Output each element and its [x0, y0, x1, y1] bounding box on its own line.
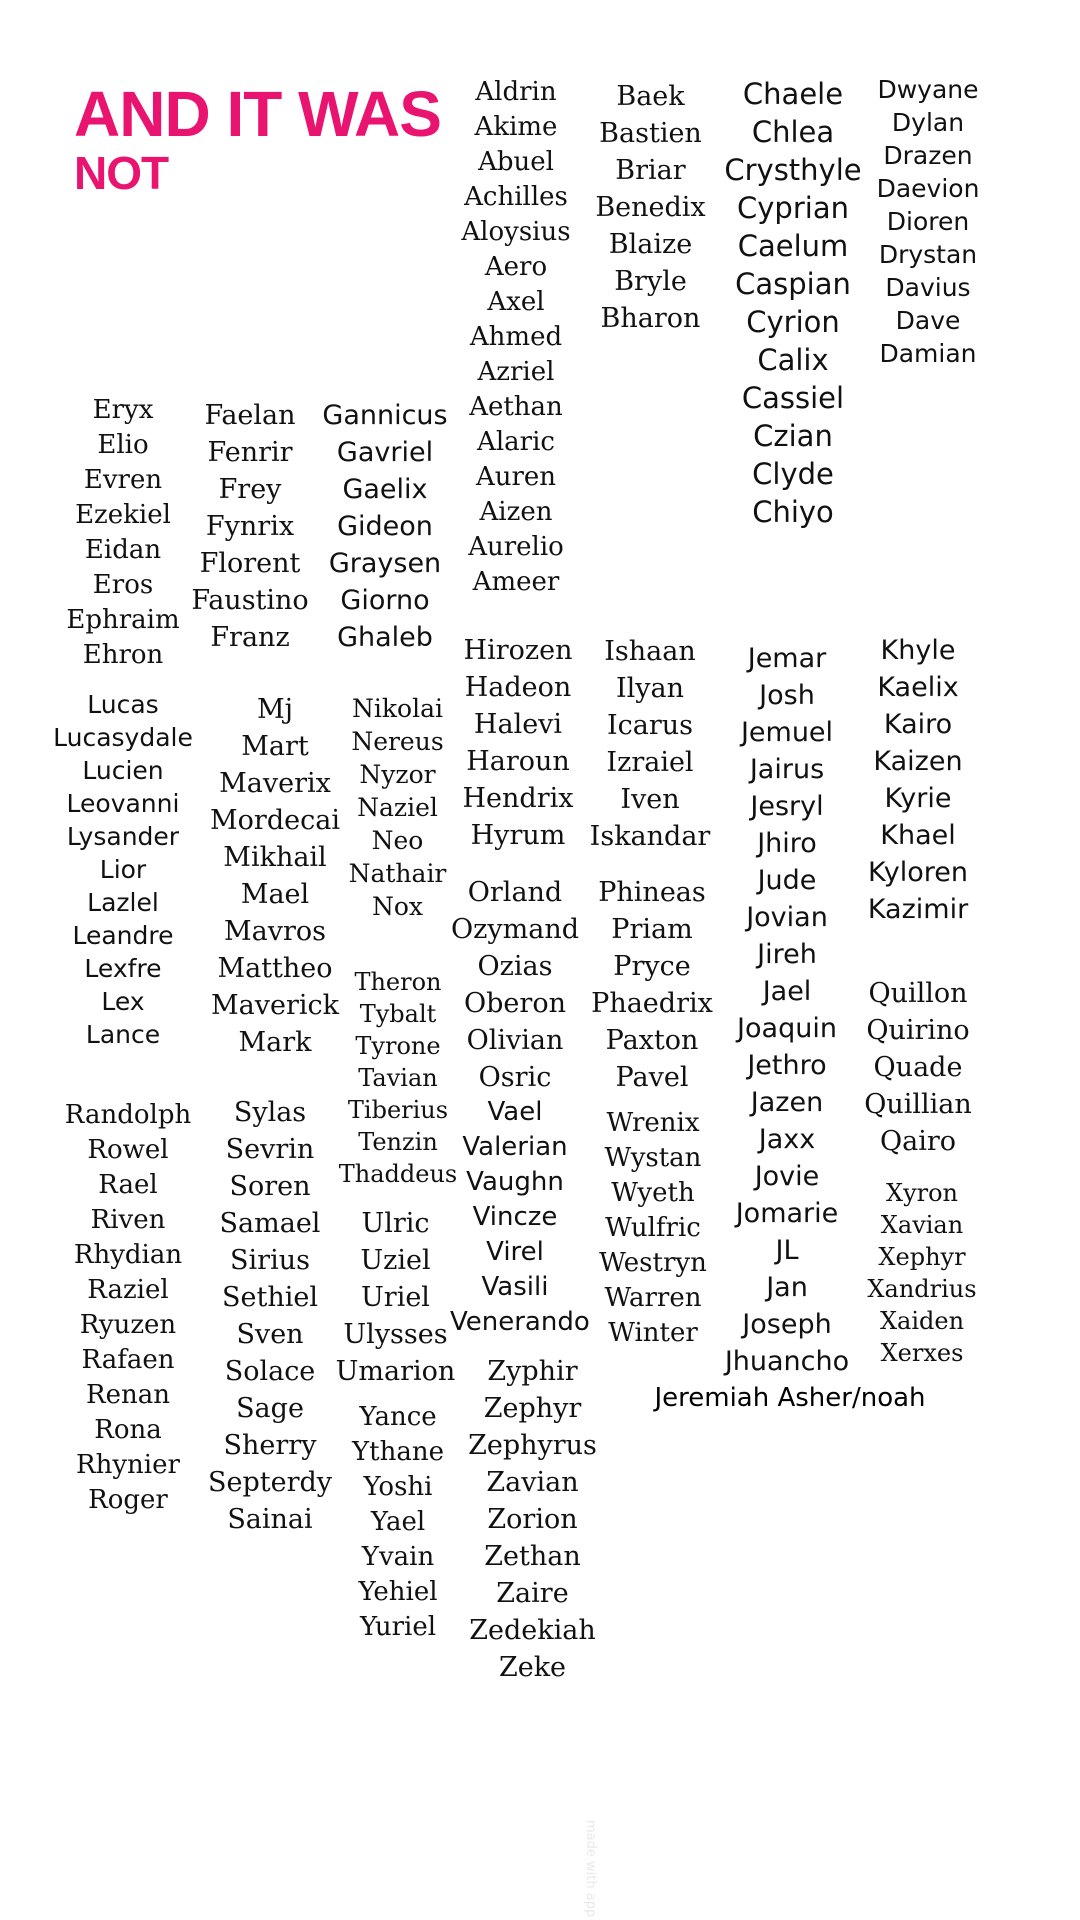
- name-item: Jude: [757, 865, 817, 896]
- name-item: Clyde: [752, 457, 834, 491]
- name-item: Paxton: [605, 1025, 699, 1056]
- name-item: Eidan: [84, 535, 162, 565]
- name-item: Lex: [101, 987, 145, 1016]
- name-item: Vincze: [472, 1202, 558, 1232]
- name-item: Xyron: [885, 1179, 959, 1207]
- name-item: Crysthyle: [724, 153, 862, 187]
- name-item: Blaize: [608, 229, 693, 260]
- name-item: Zavian: [486, 1467, 579, 1498]
- name-item: Iven: [620, 784, 680, 815]
- name-item: Dylan: [891, 108, 965, 137]
- name-item: Tyrone: [355, 1032, 441, 1060]
- names-group-w: [588, 1106, 718, 1351]
- name-item: Lance: [85, 1020, 161, 1049]
- name-item: Rhynier: [76, 1450, 180, 1480]
- name-item: Chiyo: [752, 495, 834, 529]
- name-item: Zyphir: [487, 1356, 578, 1387]
- name-item: Jazen: [750, 1087, 824, 1118]
- name-item: Hirozen: [463, 635, 573, 666]
- name-item: Quirino: [866, 1015, 970, 1046]
- name-item: Uziel: [360, 1245, 431, 1276]
- names-group-d: [868, 73, 988, 370]
- names-group-c: [713, 75, 873, 531]
- name-item: Vasili: [481, 1272, 549, 1302]
- name-item: Hyrum: [470, 820, 566, 851]
- name-item: Bharon: [600, 303, 701, 334]
- name-item: Joseph: [742, 1309, 832, 1340]
- name-item: Zorion: [487, 1504, 578, 1535]
- name-item: Jemuel: [740, 717, 834, 748]
- name-item: Ephraim: [66, 605, 180, 635]
- name-item: Khyle: [880, 635, 956, 666]
- name-item: Ezekiel: [75, 500, 171, 530]
- name-item: Yoshi: [363, 1472, 433, 1502]
- names-group-y: [338, 1400, 458, 1645]
- name-item: Mavros: [223, 916, 326, 947]
- name-item: Gavriel: [336, 437, 434, 468]
- name-item: Rael: [98, 1170, 158, 1200]
- names-j-extra: [640, 1381, 940, 1415]
- name-item: Qairo: [879, 1126, 957, 1157]
- name-item: Mark: [238, 1027, 312, 1058]
- name-item: Faelan: [204, 400, 296, 431]
- name-item: Tenzin: [358, 1128, 438, 1156]
- name-item: Riven: [90, 1205, 166, 1235]
- name-item: Auren: [475, 462, 557, 492]
- name-item: Yael: [370, 1507, 426, 1537]
- name-item: Kyloren: [868, 857, 968, 888]
- name-item: Akime: [474, 112, 558, 142]
- names-group-e: [58, 393, 188, 673]
- name-item: Mordecai: [210, 805, 340, 836]
- names-group-h: [453, 632, 583, 854]
- names-group-n: [335, 692, 460, 923]
- names-group-f: [185, 397, 315, 656]
- names-group-o: [450, 874, 580, 1096]
- name-item: Ilyan: [615, 673, 685, 704]
- name-item: Achilles: [464, 182, 568, 212]
- name-item: Yuriel: [359, 1612, 437, 1642]
- name-item: Wystan: [604, 1143, 702, 1173]
- name-item: Vaughn: [466, 1167, 564, 1197]
- name-item: Gideon: [337, 511, 433, 542]
- name-item: Zedekiah: [469, 1615, 596, 1646]
- name-item: Maverix: [219, 768, 331, 799]
- name-item: Zephyr: [483, 1393, 582, 1424]
- names-group-m: [205, 691, 345, 1061]
- names-group-r: [58, 1098, 198, 1518]
- name-item: Azriel: [477, 357, 555, 387]
- name-item: Caspian: [735, 267, 851, 301]
- name-item: Vael: [487, 1097, 543, 1127]
- name-item: Czian: [753, 419, 833, 453]
- name-item: Drystan: [878, 240, 978, 269]
- name-item: Jhiro: [757, 828, 817, 859]
- name-item: Davius: [885, 273, 971, 302]
- name-item: Axel: [487, 287, 545, 317]
- name-item: Ryuzen: [79, 1310, 177, 1340]
- name-item: Jaxx: [758, 1124, 816, 1155]
- name-item: Ameer: [472, 567, 560, 597]
- name-item: Sevrin: [225, 1134, 315, 1165]
- name-item: Septerdy: [207, 1467, 333, 1498]
- name-item: Mattheo: [217, 953, 333, 984]
- name-item: Jireh: [757, 939, 817, 970]
- name-item: Ozias: [477, 951, 553, 982]
- name-item: Chlea: [751, 115, 835, 149]
- name-item: Calix: [757, 343, 829, 377]
- name-item: Nyzor: [359, 760, 436, 789]
- name-item: Aurelio: [468, 532, 564, 562]
- name-item: Eros: [92, 570, 154, 600]
- name-item: Sethiel: [222, 1282, 318, 1313]
- name-item: Lucasydale: [53, 723, 193, 752]
- name-item: Xavian: [880, 1211, 964, 1239]
- watermark: made with app: [583, 1820, 598, 1918]
- name-item: Gaelix: [342, 474, 428, 505]
- name-item: Benedix: [595, 192, 706, 223]
- name-item: Warren: [604, 1283, 702, 1313]
- name-item: Rafaen: [81, 1345, 175, 1375]
- name-item: Hendrix: [462, 783, 574, 814]
- name-item: Sven: [236, 1319, 304, 1350]
- name-item: Xaiden: [879, 1307, 965, 1335]
- name-item: Orland: [467, 877, 563, 908]
- name-item: Leovanni: [66, 789, 180, 818]
- name-item: Gannicus: [322, 400, 448, 431]
- names-group-g: [315, 397, 455, 656]
- name-item: Sainai: [227, 1504, 313, 1535]
- name-item: Cassiel: [741, 381, 845, 415]
- name-item: Zethan: [484, 1541, 581, 1572]
- name-item: Ythane: [352, 1437, 444, 1467]
- name-item: Giorno: [340, 585, 430, 616]
- name-item: Bryle: [614, 266, 687, 297]
- name-item: Pryce: [613, 951, 691, 982]
- name-item: Randolph: [64, 1100, 192, 1130]
- name-item: Kairo: [883, 709, 953, 740]
- name-item: Briar: [615, 155, 686, 186]
- name-item: Jesryl: [750, 791, 824, 822]
- name-item: Kaizen: [873, 746, 963, 777]
- name-item: Jhuancho: [724, 1346, 850, 1377]
- names-group-u: [333, 1205, 458, 1390]
- name-item: Nathair: [348, 859, 447, 888]
- name-item: Cyprian: [737, 191, 849, 225]
- name-item: Wulfric: [605, 1213, 701, 1243]
- name-item: Sherry: [223, 1430, 317, 1461]
- name-item: Mikhail: [223, 842, 327, 873]
- names-group-v: [450, 1095, 590, 1340]
- title-line-1: AND IT WAS: [74, 78, 441, 150]
- name-item: Pavel: [615, 1062, 689, 1093]
- name-item: Lucien: [82, 756, 164, 785]
- name-item: Fynrix: [205, 511, 295, 542]
- name-item: Osric: [478, 1062, 552, 1093]
- names-group-p: [582, 874, 722, 1096]
- name-item: Sage: [236, 1393, 304, 1424]
- name-item: Hadeon: [464, 672, 572, 703]
- name-item: Lazlel: [87, 888, 159, 917]
- name-item: Franz: [210, 622, 290, 653]
- name-item: Oberon: [464, 988, 566, 1019]
- name-item: Alaric: [477, 427, 555, 457]
- name-item: Dave: [895, 306, 961, 335]
- names-group-j: [717, 640, 857, 1380]
- name-item: Ehron: [82, 640, 164, 670]
- name-item: Maverick: [211, 990, 339, 1021]
- name-item: Jethro: [747, 1050, 827, 1081]
- name-item: Josh: [759, 680, 815, 711]
- name-item: Zeke: [498, 1652, 567, 1683]
- name-item: Ahmed: [469, 322, 563, 352]
- name-item: Eryx: [92, 395, 154, 425]
- name-item: Dioren: [886, 207, 970, 236]
- names-group-q: [858, 975, 978, 1160]
- name-item: Kyrie: [884, 783, 952, 814]
- name-item: Sirius: [230, 1245, 310, 1276]
- names-group-x: [862, 1177, 982, 1369]
- name-item: Winter: [608, 1318, 698, 1348]
- name-item: Quillon: [868, 978, 968, 1009]
- name-item: Valerian: [462, 1132, 568, 1162]
- name-item: Xerxes: [880, 1339, 964, 1367]
- name-item: Khael: [880, 820, 956, 851]
- name-item: Mart: [241, 731, 309, 762]
- name-item: Ghaleb: [337, 622, 433, 653]
- name-item: Aethan: [469, 392, 563, 422]
- name-item: Renan: [86, 1380, 170, 1410]
- name-item: Evren: [83, 465, 163, 495]
- name-item: Westryn: [599, 1248, 707, 1278]
- name-item: Caelum: [737, 229, 849, 263]
- name-item: Ishaan: [604, 636, 696, 667]
- name-item: Phaedrix: [591, 988, 713, 1019]
- name-item: Abuel: [478, 147, 554, 177]
- name-item: Thaddeus: [338, 1160, 458, 1188]
- name-item: Mael: [240, 879, 310, 910]
- name-item: Haroun: [466, 746, 570, 777]
- name-item: JL: [775, 1235, 799, 1266]
- name-item: Jan: [766, 1272, 808, 1303]
- name-item: Quillian: [864, 1089, 972, 1120]
- name-item: Iskandar: [589, 821, 711, 852]
- name-item: Icarus: [606, 710, 694, 741]
- name-item: Solace: [224, 1356, 316, 1387]
- name-item: Tavian: [358, 1064, 438, 1092]
- name-item: Aloysius: [461, 217, 571, 247]
- name-item: Jomarie: [735, 1198, 839, 1229]
- name-item: Leandre: [72, 921, 174, 950]
- poster-title: [74, 78, 441, 199]
- name-item: Bastien: [599, 118, 702, 149]
- name-item: Virel: [486, 1237, 544, 1267]
- name-item: Roger: [88, 1485, 168, 1515]
- name-item: Nereus: [351, 727, 444, 756]
- name-item: Priam: [611, 914, 693, 945]
- name-item: Mj: [256, 694, 294, 725]
- name-item: Yance: [359, 1402, 437, 1432]
- name-item: Yvain: [361, 1542, 435, 1572]
- name-item: Sylas: [233, 1097, 307, 1128]
- name-item: Drazen: [883, 141, 973, 170]
- name-item: Aldrin: [475, 77, 557, 107]
- name-item: Venerando: [450, 1307, 590, 1337]
- names-group-t: [338, 966, 458, 1190]
- name-item: Umarion: [335, 1356, 456, 1387]
- name-item: Chaele: [742, 77, 844, 111]
- names-group-i: [585, 633, 715, 855]
- name-item: Lior: [99, 855, 147, 884]
- name-item: Neo: [371, 826, 424, 855]
- name-item: Jovian: [746, 902, 828, 933]
- name-item: Yehiel: [358, 1577, 438, 1607]
- name-item: Jovie: [754, 1161, 820, 1192]
- name-item: Wrenix: [606, 1108, 700, 1138]
- names-group-s: [205, 1094, 335, 1538]
- name-item: Zaire: [496, 1578, 569, 1609]
- name-item: Jairus: [749, 754, 825, 785]
- names-group-z: [465, 1353, 600, 1686]
- name-item: Raziel: [87, 1275, 169, 1305]
- name-item: Zephyrus: [468, 1430, 597, 1461]
- name-item: Wyeth: [611, 1178, 695, 1208]
- name-item: Lucas: [87, 690, 159, 719]
- name-item: Ulric: [361, 1208, 430, 1239]
- name-item: Kaelix: [877, 672, 959, 703]
- name-item: Daevion: [876, 174, 980, 203]
- name-item: Lexfre: [84, 954, 162, 983]
- name-item: Tiberius: [347, 1096, 449, 1124]
- name-item: Phineas: [598, 877, 706, 908]
- name-item: Nox: [371, 892, 424, 921]
- name-item: Rhydian: [73, 1240, 183, 1270]
- name-item: Frey: [218, 474, 282, 505]
- name-item: Ozymand: [451, 914, 579, 945]
- name-item: Graysen: [328, 548, 442, 579]
- name-item: Uriel: [361, 1282, 430, 1313]
- name-item: Halevi: [473, 709, 563, 740]
- names-group-l: [48, 688, 198, 1051]
- name-jeremiah-asher: Jeremiah Asher/noah: [654, 1383, 926, 1413]
- name-item: Rona: [94, 1415, 162, 1445]
- name-item: Xephyr: [878, 1243, 966, 1271]
- name-item: Elio: [97, 430, 149, 460]
- name-item: Cyrion: [746, 305, 840, 339]
- name-item: Soren: [229, 1171, 311, 1202]
- title-line-2: NOT: [74, 147, 169, 199]
- name-item: Samael: [219, 1208, 321, 1239]
- name-item: Rowel: [87, 1135, 169, 1165]
- name-item: Jael: [762, 976, 812, 1007]
- name-item: Quade: [873, 1052, 963, 1083]
- name-item: Jemar: [747, 643, 827, 674]
- name-item: Dwyane: [877, 75, 979, 104]
- names-group-k: [848, 632, 988, 928]
- name-item: Xandrius: [867, 1275, 977, 1303]
- names-group-b: [588, 78, 713, 337]
- name-item: Ulysses: [343, 1319, 448, 1350]
- name-item: Aero: [484, 252, 548, 282]
- name-item: Florent: [199, 548, 301, 579]
- name-item: Faustino: [191, 585, 309, 616]
- name-item: Izraiel: [606, 747, 694, 778]
- names-group-a: [451, 75, 581, 600]
- name-item: Naziel: [357, 793, 438, 822]
- name-item: Tybalt: [359, 1000, 437, 1028]
- name-item: Olivian: [466, 1025, 564, 1056]
- name-item: Lysander: [66, 822, 180, 851]
- name-item: Theron: [354, 968, 442, 996]
- name-item: Kazimir: [867, 894, 969, 925]
- name-item: Nikolai: [352, 694, 443, 723]
- name-item: Aizen: [479, 497, 553, 527]
- name-item: Joaquin: [737, 1013, 837, 1044]
- name-item: Baek: [616, 81, 685, 112]
- name-item: Damian: [879, 339, 977, 368]
- name-item: Fenrir: [207, 437, 293, 468]
